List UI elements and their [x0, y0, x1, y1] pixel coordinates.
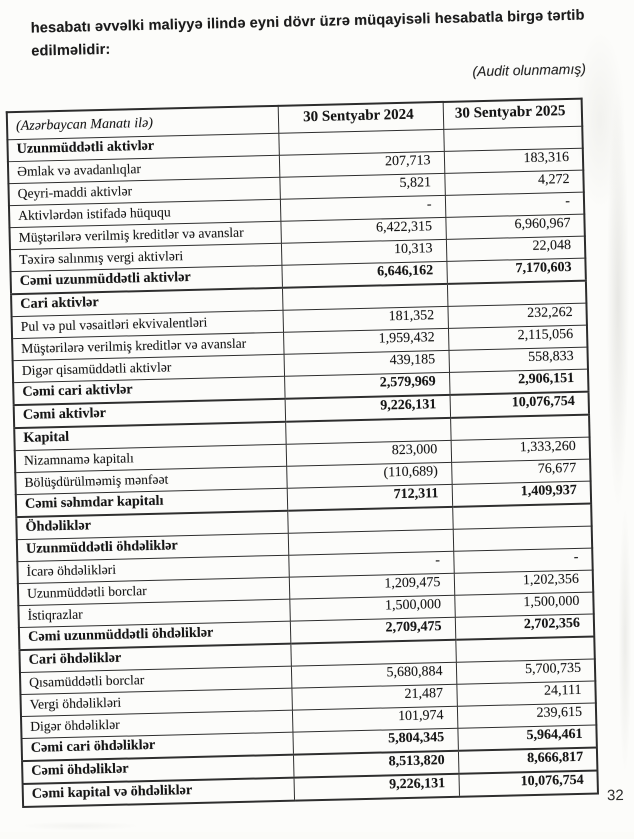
value-2024: 1,209,475	[289, 573, 454, 599]
value-2024: 823,000	[286, 440, 451, 466]
row-label: Təxirə salınmış vergi aktivləri	[10, 243, 281, 271]
row-label: Bölüşdürülməmiş mənfəət	[15, 466, 286, 494]
value-2025: 10,076,754	[458, 770, 598, 796]
row-label: İcarə öhdəlikləri	[17, 555, 288, 583]
row-label: Cari öhdəliklər	[19, 643, 290, 672]
balance-sheet-table	[6, 98, 599, 808]
row-label: Cəmi cari öhdəliklər	[22, 732, 293, 761]
value-2025: 5,700,735	[456, 659, 595, 684]
value-2025: 10,076,754	[450, 391, 590, 417]
row-label: Uzunmüddətli öhdəliklər	[17, 533, 288, 561]
row-label: Digər öhdəliklər	[21, 710, 292, 738]
value-2025	[450, 414, 589, 440]
value-2024: 439,185	[284, 350, 449, 376]
value-2024: 21,487	[291, 684, 456, 710]
intro-paragraph: hesabatı əvvəlki maliyyə ilində eyni dövr üzrə müqayisəli hesabatla birgə tərtib edilməlidir:	[31, 4, 610, 64]
row-label: Əmlak və avadanlıqlar	[8, 155, 279, 183]
value-2024: 10,313	[281, 239, 446, 265]
audit-status-note: (Audit olunmamış)	[472, 61, 586, 80]
value-2025: 1,333,260	[451, 437, 590, 462]
row-label: Qeyri-maddi aktivlər	[8, 177, 279, 205]
value-2025: -	[453, 548, 592, 573]
value-2024: -	[288, 551, 453, 577]
value-2025: -	[445, 192, 584, 217]
value-2024: 712,311	[287, 484, 452, 510]
value-2024: 5,804,345	[292, 728, 457, 754]
row-label: Pul və pul vəsaitləri ekvivalentləri	[12, 310, 283, 338]
row-label: Cəmi uzunmüddətli öhdəliklər	[19, 621, 290, 650]
row-label: Müştərilərə verilmiş kreditlər və avanslar	[12, 332, 283, 360]
value-2024: 101,974	[292, 706, 457, 732]
row-label: Cəmi aktivlər	[14, 398, 285, 427]
row-label: Müştərilərə verilmiş kreditlər və avanslar	[9, 221, 280, 249]
value-2025: 6,960,967	[445, 214, 584, 239]
value-2025: 183,316	[444, 148, 583, 173]
value-2025	[455, 636, 594, 662]
value-2024: -	[280, 195, 445, 221]
value-2024: 2,579,969	[284, 372, 449, 398]
value-2025: 24,111	[456, 681, 595, 706]
value-2024: 207,713	[279, 151, 444, 177]
value-2024: 1,959,432	[283, 328, 448, 354]
value-2024: 5,680,884	[291, 662, 456, 688]
row-label: Aktivlərdən istifadə hüququ	[9, 199, 280, 227]
row-label: Cəmi cari aktivlər	[13, 376, 284, 405]
value-2025: 5,964,461	[457, 725, 596, 751]
row-label: Cəmi uzunmüddətli aktivlər	[11, 265, 282, 294]
value-2025: 22,048	[446, 236, 585, 261]
row-label: İstiqrazlar	[18, 599, 289, 627]
value-2025: 232,262	[447, 303, 586, 328]
value-2025: 1,409,937	[452, 481, 591, 507]
value-2025: 2,115,056	[448, 325, 587, 350]
value-2025: 239,615	[457, 703, 596, 728]
value-2024: 181,352	[282, 306, 447, 332]
value-2025: 7,170,603	[446, 258, 585, 284]
value-2024: 2,709,475	[290, 617, 455, 643]
value-2024: 1,500,000	[289, 595, 454, 621]
row-label: Kapital	[14, 421, 285, 450]
value-2024: 6,646,162	[281, 261, 446, 287]
currency-unit-label: (Azərbaycan Manatı ilə)	[7, 106, 279, 139]
column-header-2024: 30 Sentyabr 2024	[278, 102, 444, 133]
value-2025: 2,702,356	[455, 614, 594, 640]
value-2025: 4,272	[444, 170, 583, 195]
row-label: Cəmi səhmdar kapitalı	[16, 488, 287, 517]
row-label: Uzunmüddətli aktivlər	[7, 133, 278, 161]
row-label: Qısamüddətli borclar	[20, 666, 291, 694]
row-label: Cari aktivlər	[11, 287, 282, 316]
value-2025: 1,202,356	[454, 570, 593, 595]
row-label: Cəmi öhdəliklər	[22, 754, 293, 783]
row-label: Öhdəliklər	[16, 510, 287, 539]
table-body	[7, 126, 598, 807]
row-label: Vergi öhdəlikləri	[20, 688, 291, 716]
value-2024: 8,513,820	[293, 750, 458, 777]
value-2025: 76,677	[451, 459, 590, 484]
value-2024: (110,689)	[286, 462, 451, 488]
value-2025	[447, 280, 586, 306]
value-2025: 1,500,000	[454, 592, 593, 617]
value-2025: 2,906,151	[449, 369, 588, 395]
row-label: Cəmi kapital və öhdəliklər	[23, 777, 294, 806]
value-2025	[452, 503, 591, 529]
value-2025: 8,666,817	[458, 747, 598, 773]
value-2024: 9,226,131	[294, 773, 459, 800]
row-label: Uzunmüddətli borclar	[18, 577, 289, 605]
row-label: Nizamnamə kapitalı	[15, 444, 286, 472]
page-number: 32	[607, 787, 624, 804]
column-header-2025: 30 Sentyabr 2025	[443, 99, 583, 129]
value-2024: 9,226,131	[285, 394, 450, 421]
value-2024: 5,821	[279, 173, 444, 199]
value-2024: 6,422,315	[280, 217, 445, 243]
row-label: Digər qisamüddətli aktivlər	[13, 354, 284, 382]
value-2025: 558,833	[448, 347, 587, 372]
